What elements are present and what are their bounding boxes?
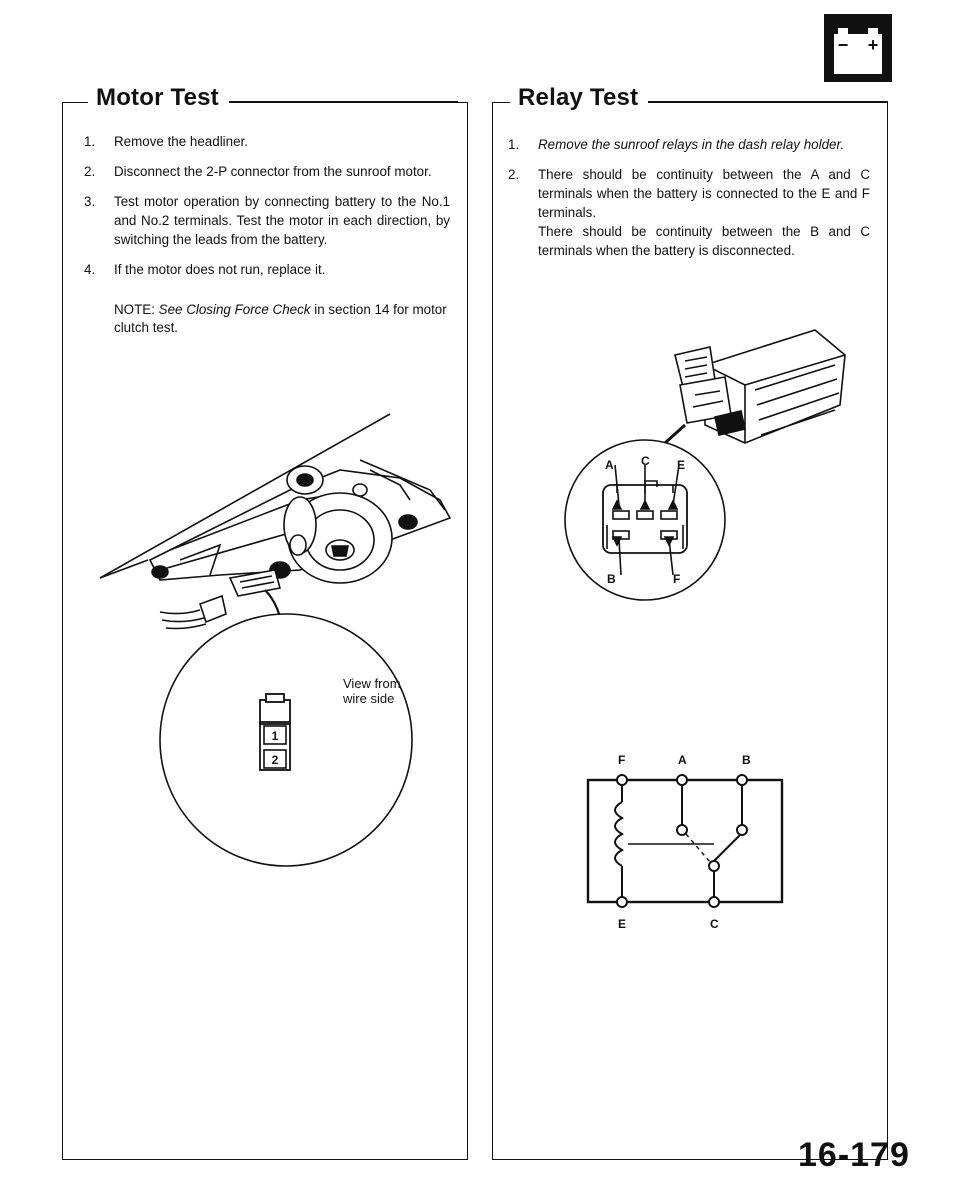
motor-test-title: Motor Test (88, 84, 229, 112)
relay-pin-f-label: F (673, 572, 681, 586)
relay-step: 1. Remove the sunroof relays in the dash relay holder. (508, 137, 845, 152)
relay-step: There should be continuity between the B and C terminals when the battery is disconnected. (538, 224, 870, 258)
relay-pin-b-label: B (607, 572, 616, 586)
pin-label: 1 (271, 729, 279, 743)
motor-title-rule (214, 101, 458, 102)
motor-test-note: NOTE: See Closing Force Check in section 14 for motor clutch test. (114, 302, 447, 335)
schematic-a-label: A (678, 753, 687, 767)
relay-illustration (545, 325, 865, 625)
relay-step: 2. There should be continuity between the A and C terminals when the battery is connected to the E and F terminals. (508, 167, 870, 220)
relay-pin-c-label: C (641, 454, 650, 468)
battery-minus: − (837, 35, 849, 55)
relay-test-title: Relay Test (510, 84, 648, 112)
motor-step: 4. If the motor does not run, replace it. (84, 262, 326, 277)
motor-step: 1. Remove the headliner. (84, 134, 248, 149)
relay-pin-a-label: A (605, 458, 614, 472)
motor-step: 3. Test motor operation by connecting battery to the No.1 and No.2 terminals. Test the motor in each direction, by switching the leads from the battery. (84, 194, 450, 247)
view-from-wire-side-label: View from wire side (343, 676, 401, 706)
schematic-c-label: C (710, 917, 719, 931)
battery-icon (824, 14, 892, 82)
relay-title-rule (635, 101, 888, 102)
schematic-e-label: E (618, 917, 627, 931)
page-number: 16-179 (798, 1136, 910, 1174)
motor-step: 2. Disconnect the 2-P connector from the sunroof motor. (84, 164, 432, 179)
sunroof-motor-illustration (100, 400, 470, 900)
motor-test-steps (84, 132, 450, 290)
relay-test-steps (508, 135, 870, 271)
schematic-b-label: B (742, 753, 751, 767)
relay-schematic (578, 750, 798, 940)
pin-label: 2 (271, 753, 279, 767)
schematic-f-label: F (618, 753, 626, 767)
relay-pin-e-label: E (677, 458, 686, 472)
battery-plus: + (867, 35, 879, 55)
